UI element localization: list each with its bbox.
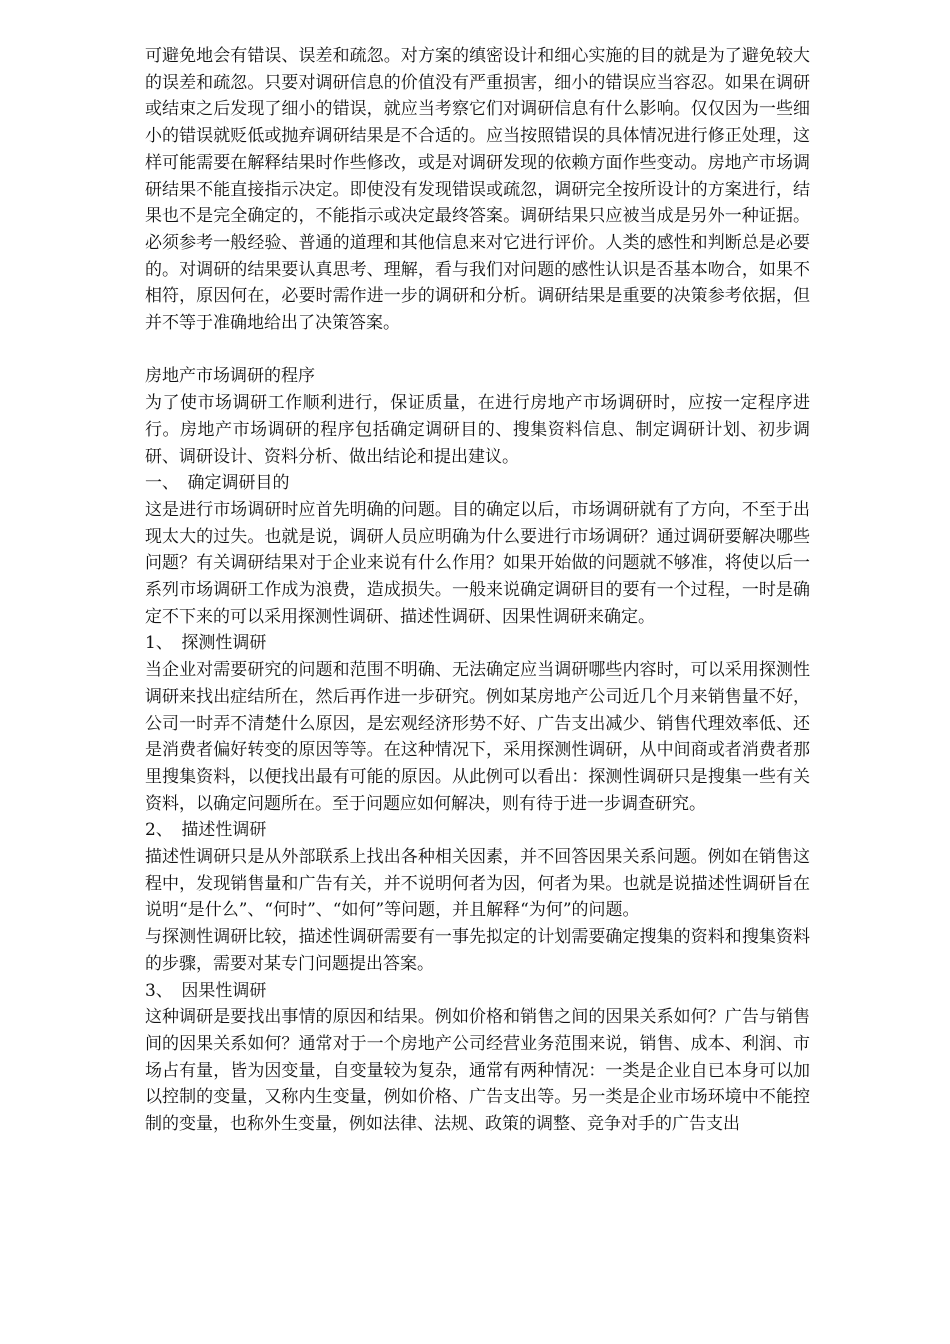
heading-descriptive: 2、 描述性调研 bbox=[145, 820, 267, 841]
paragraph-purpose: 这是进行市场调研时应首先明确的问题。目的确定以后，市场调研就有了方向，不至于出现太大的过失。也就是说，调研人员应明确为什么要进行市场调研？通过调研要解决哪些问题？有关调研结果对于企业来说有什么作用？如果开始做的问题就不够准，将使以后一系列市场调研工作成为浪费，造成损失。一般来说确定调研目的要有一个过程，一时是确定不下来的可以采用探测性调研、描述性调研、因果性调研来确定。 bbox=[145, 499, 810, 627]
heading-purpose: 一、 确定调研目的 bbox=[145, 473, 290, 494]
paragraph-conclusion: 可避免地会有错误、误差和疏忽。对方案的缜密设计和细心实施的目的就是为了避免较大的误差和疏忽。只要对调研信息的价值没有严重损害，细小的错误应当容忍。如果在调研或结束之后发现了细小的错误，就应当考察它们对调研信息有什么影响。仅仅因为一些细小的错误就贬低或抛弃调研结果是不合适的。应当按照错误的具体情况进行修正处理，这样可能需要在解释结果时作些修改，或是对调研发现的依赖方面作些变动。房地产市场调研结果不能直接指示决定。即使没有发现错误或疏忽，调研完全按所设计的方案进行，结果也不是完全确定的，不能指示或决定最终答案。调研结果只应被当成是另外一种证据。必须参考一般经验、普通的道理和其他信息来对它进行评价。人类的感性和判断总是必要的。对调研的结果要认真思考、理解，看与我们对问题的感性认识是否基本吻合，如果不相符，原因何在，必要时需作进一步的调研和分析。调研结果是重要的决策参考依据，但并不等于准确地给出了决策答案。 bbox=[145, 46, 810, 334]
paragraph-comparison: 与探测性调研比较，描述性调研需要有一事先拟定的计划需要确定搜集的资料和搜集资料的步骤，需要对某专门问题提出答案。 bbox=[145, 927, 810, 974]
paragraph-exploratory: 当企业对需要研究的问题和范围不明确、无法确定应当调研哪些内容时，可以采用探测性调研来找出症结所在，然后再作进一步研究。例如某房地产公司近几个月来销售量不好，公司一时弄不清楚什么原因，是宏观经济形势不好、广告支出减少、销售代理效率低、还是消费者偏好转变的原因等等。在这种情况下，采用探测性调研，从中间商或者消费者那里搜集资料，以便找出最有可能的原因。从此例可以看出：探测性调研只是搜集一些有关资料，以确定问题所在。至于问题应如何解决，则有待于进一步调查研究。 bbox=[145, 660, 810, 814]
paragraph-causal: 这种调研是要找出事情的原因和结果。例如价格和销售之间的因果关系如何？广告与销售间的因果关系如何？通常对于一个房地产公司经营业务范围来说，销售、成本、利润、市场占有量，皆为因变量，自变量较为复杂，通常有两种情况：一类是企业自已本身可以加以控制的变量，又称内生变量，例如价格、广告支出等。另一类是企业市场环境中不能控制的变量，也称外生变量，例如法律、法规、政策的调整、竞争对手的广告支出 bbox=[145, 1007, 810, 1135]
paragraph-descriptive: 描述性调研只是从外部联系上找出各种相关因素，并不回答因果关系问题。例如在销售这程中，发现销售量和广告有关，并不说明何者为因，何者为果。也就是说描述性调研旨在说明“是什么”、“何时”、“如何”等问题，并且解释“为何”的问题。 bbox=[145, 847, 810, 921]
heading-causal: 3、 因果性调研 bbox=[145, 980, 267, 1001]
section-title: 房地产市场调研的程序 bbox=[145, 366, 315, 387]
paragraph-intro: 为了使市场调研工作顺利进行，保证质量，在进行房地产市场调研时，应按一定程序进行。房地产市场调研的程序包括确定调研目的、搜集资料信息、制定调研计划、初步调研、调研设计、资料分析、做出结论和提出建议。 bbox=[145, 393, 810, 467]
document-body bbox=[145, 43, 810, 1138]
heading-exploratory: 1、 探测性调研 bbox=[145, 633, 267, 654]
paragraph-spacer bbox=[145, 337, 810, 364]
